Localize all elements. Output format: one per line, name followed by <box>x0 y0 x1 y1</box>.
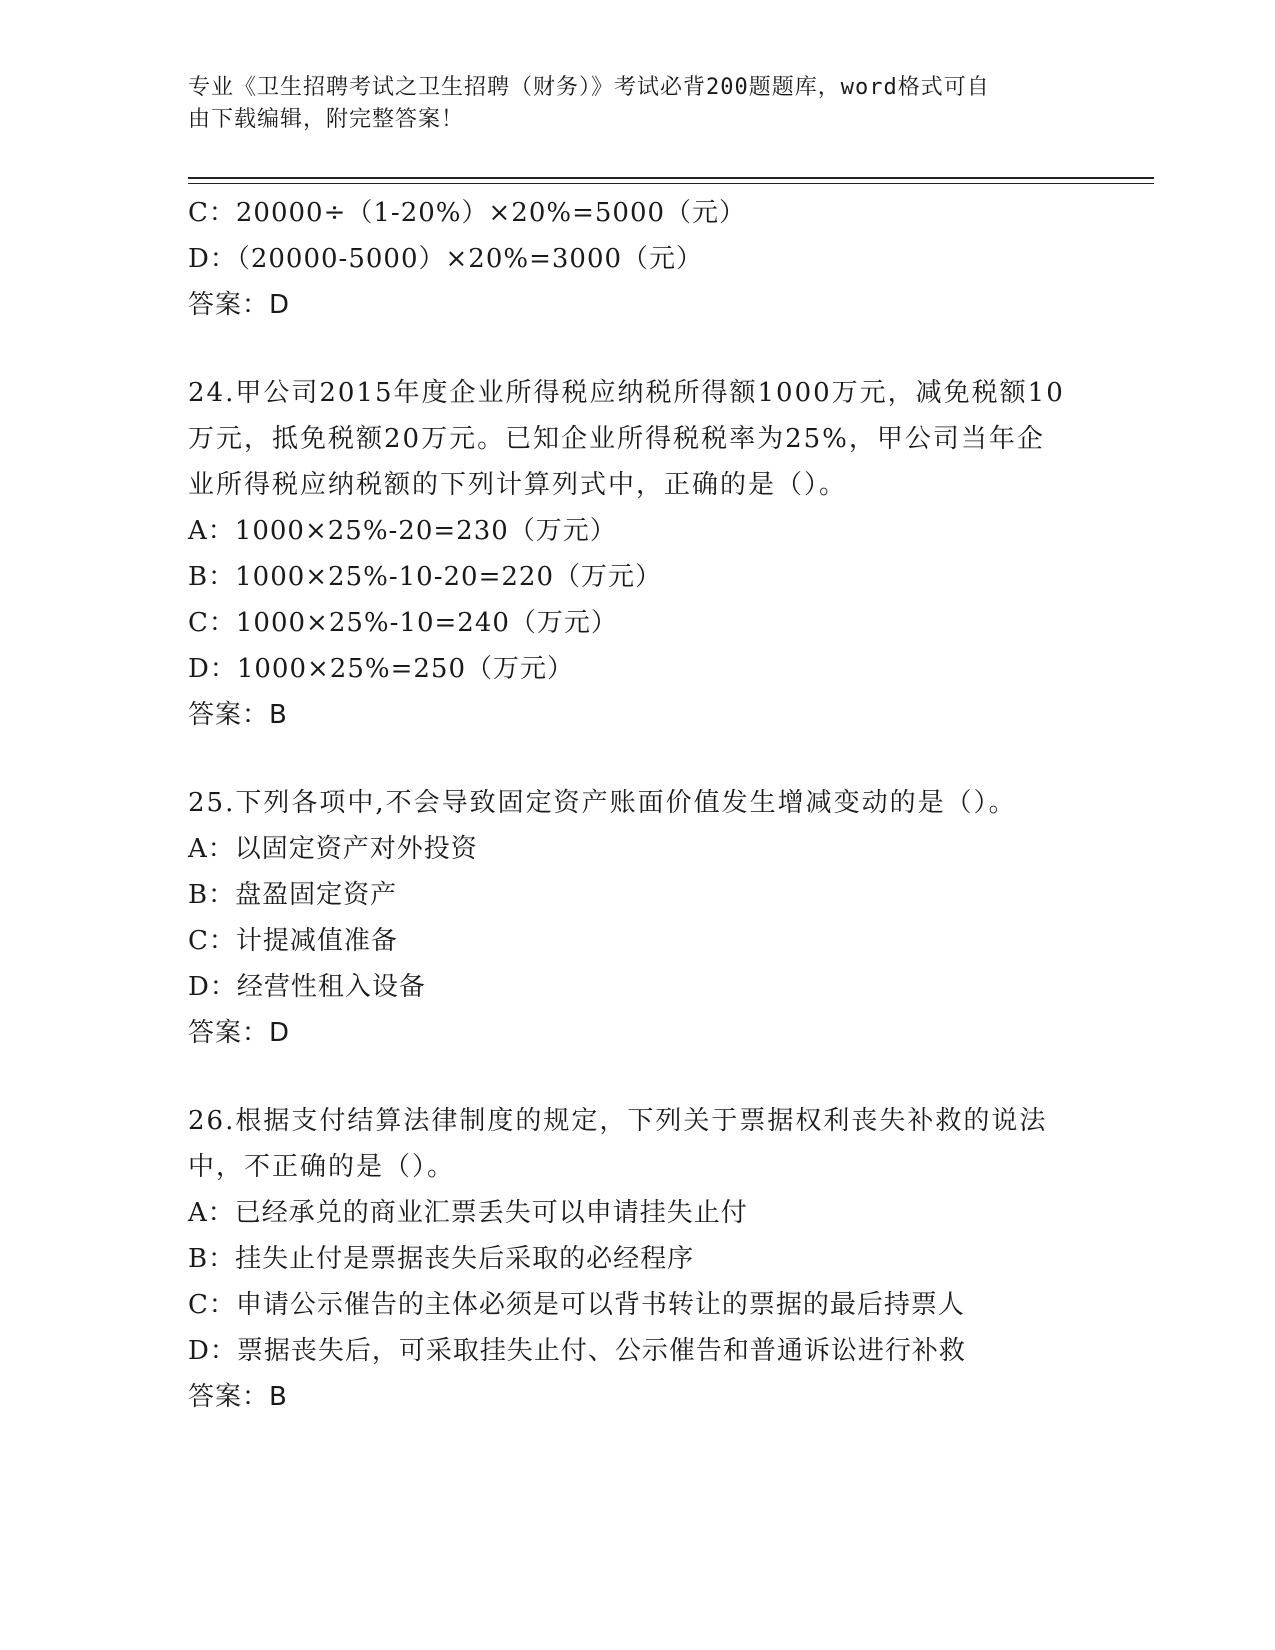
option-b: B：盘盈固定资产 <box>188 880 398 910</box>
spacer <box>188 328 1088 370</box>
header-line-1: 专业《卫生招聘考试之卫生招聘（财务）》考试必背200题题库，word格式可自 <box>188 75 990 100</box>
question-24 <box>188 370 1088 738</box>
header-rule-thin <box>188 183 1154 184</box>
question-stem-line: 万元，抵免税额20万元。已知企业所得税税率为25%，甲公司当年企 <box>188 424 1045 454</box>
document-header <box>188 72 1078 136</box>
option-d: D：1000×25%=250（万元） <box>188 654 574 684</box>
option-c: C：计提减值准备 <box>188 926 398 956</box>
question-26 <box>188 1098 1088 1420</box>
answer-line: 答案：D <box>188 290 291 320</box>
question-stem-line: 25.下列各项中,不会导致固定资产账面价值发生增减变动的是（）。 <box>188 788 1017 818</box>
option-d: D：（20000-5000）×20%=3000（元） <box>188 244 704 274</box>
option-b: B：挂失止付是票据丧失后采取的必经程序 <box>188 1244 695 1274</box>
header-rule-thick <box>188 177 1154 179</box>
question-list <box>188 190 1088 1420</box>
answer-line: 答案：D <box>188 1018 291 1048</box>
spacer <box>188 1056 1088 1098</box>
option-a: A：已经承兑的商业汇票丢失可以申请挂失止付 <box>188 1198 748 1228</box>
option-c: C：申请公示催告的主体必须是可以背书转让的票据的最后持票人 <box>188 1290 965 1320</box>
option-b: B：1000×25%-10-20=220（万元） <box>188 562 662 592</box>
question-stem-line: 中，不正确的是（）。 <box>188 1152 456 1182</box>
answer-line: 答案：B <box>188 1382 288 1412</box>
question-23-tail <box>188 190 1088 328</box>
answer-line: 答案：B <box>188 700 288 730</box>
option-a: A：1000×25%-20=230（万元） <box>188 516 617 546</box>
question-stem-line: 业所得税应纳税额的下列计算列式中，正确的是（）。 <box>188 470 848 500</box>
option-c: C：20000÷（1-20%）×20%=5000（元） <box>188 198 747 228</box>
spacer <box>188 738 1088 780</box>
question-stem-line: 24.甲公司2015年度企业所得税应纳税所得额1000万元，减免税额10 <box>188 378 1065 408</box>
option-c: C：1000×25%-10=240（万元） <box>188 608 618 638</box>
option-d: D：票据丧失后，可采取挂失止付、公示催告和普通诉讼进行补救 <box>188 1336 966 1366</box>
option-a: A：以固定资产对外投资 <box>188 834 478 864</box>
question-stem-line: 26.根据支付结算法律制度的规定，下列关于票据权利丧失补救的说法 <box>188 1106 1048 1136</box>
question-25 <box>188 780 1088 1056</box>
header-line-2: 由下载编辑，附完整答案！ <box>188 107 465 132</box>
option-d: D：经营性租入设备 <box>188 972 426 1002</box>
